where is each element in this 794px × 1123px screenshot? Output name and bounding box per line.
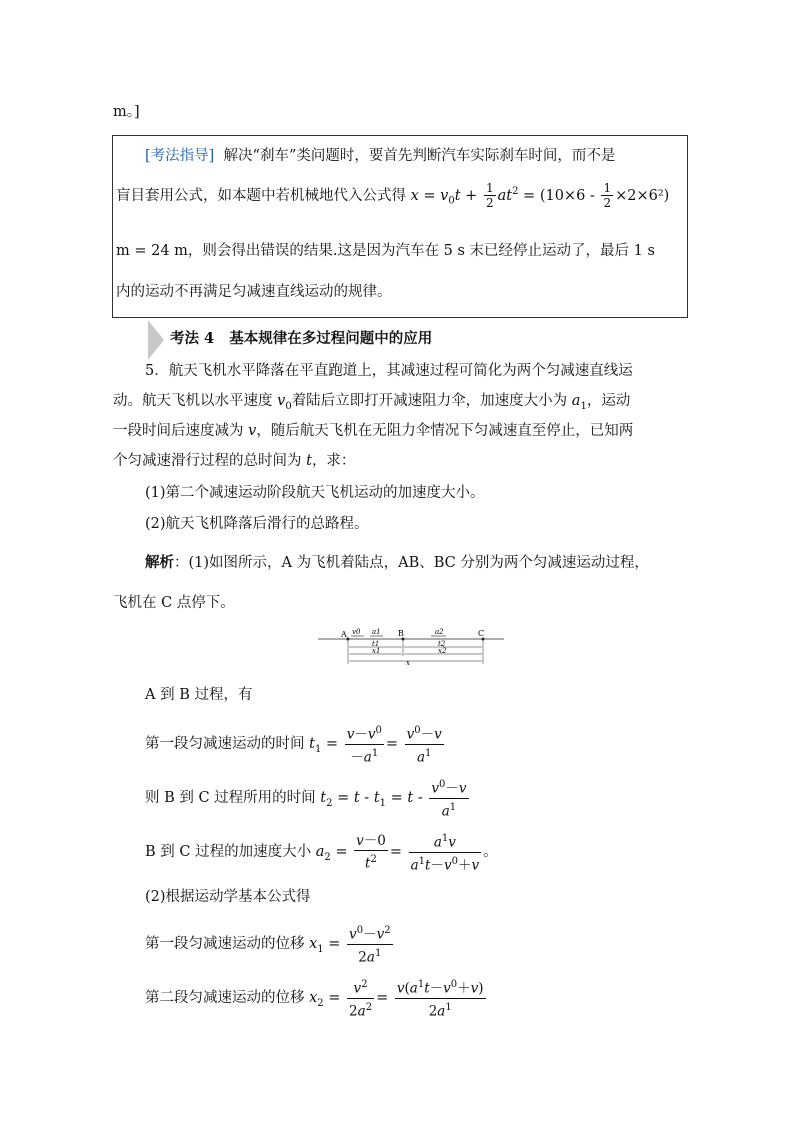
- question-1: (1)第二个减速运动阶段航天飞机运动的加速度大小。: [145, 485, 485, 501]
- problem-line-3: 一段时间后速度减为 v，随后航天飞机在无阻力伞情况下匀减速直至停止，已知两: [113, 423, 634, 439]
- top-fragment: m。]: [113, 104, 140, 120]
- tip-line-1: [考法指导] 解决“刹车”类问题时，要首先判断汽车实际刹车时间，而不是: [145, 148, 616, 164]
- formula-a2: B 到 C 过程的加速度大小 $a_2$ = $\frac{v-0}{t^2}$ = $\frac{a^1v}{a^1t-v^0+v}$ 。: [145, 830, 498, 874]
- tip-line-2: 盲目套用公式，如本题中若机械地代入公式得 $x = v_0t$ + $\frac{1}{2}$ $at^2 = (10\times 6$ - $\frac{1}{2}$ ×2×6²): [116, 181, 670, 211]
- x2-label: x2: [438, 647, 447, 655]
- motion-diagram: [318, 626, 504, 666]
- a1-label: a1: [372, 628, 381, 636]
- point-C-label: C: [478, 629, 485, 638]
- point-A-label: A: [341, 630, 347, 639]
- solution-ab: A 到 B 过程，有: [145, 687, 253, 703]
- section-arrow-icon: [148, 318, 168, 362]
- formula-t2: 则 B 到 C 过程所用的时间 $t_2 = t - t_1 = t$ - $\frac{v^0-v}{a^1}$: [145, 776, 471, 820]
- tip-line-4: 内的运动不再满足匀减速直线运动的规律。: [116, 284, 392, 300]
- x1-label: x1: [372, 647, 381, 655]
- tip-line-3: m = 24 m，则会得出错误的结果.这是因为汽车在 5 s 末已经停止运动了，最后 1 s: [116, 243, 655, 259]
- point-B-label: B: [398, 629, 404, 638]
- section-heading: 考法 4 基本规律在多过程问题中的应用: [170, 330, 433, 347]
- solution-line-1: 解析：(1)如图所示，A 为飞机着陆点，AB、BC 分别为两个匀减速运动过程，: [145, 554, 649, 571]
- problem-line-1: 5．航天飞机水平降落在平直跑道上，其减速过程可简化为两个匀减速直线运: [145, 363, 633, 379]
- formula-t1: 第一段匀减速运动的时间 $t_1$ = $\frac{v-v^0}{-a^1}$ = $\frac{v^0-v}{a^1}$: [145, 722, 446, 766]
- t2-label: t2: [438, 640, 446, 648]
- a2-label: a2: [435, 628, 444, 636]
- solution-part-2: (2)根据运动学基本公式得: [145, 889, 311, 905]
- solution-line-2: 飞机在 C 点停下。: [113, 595, 235, 611]
- method-tip-box: [112, 135, 688, 318]
- solution-label: 解析: [145, 554, 174, 571]
- x-label: x: [406, 659, 410, 666]
- formula-x2: 第二段匀减速运动的位移 $x_2$ = $\frac{v^2}{2a^2}$ = $\frac{v(a^1t-v^0+v)}{2a^1}$: [145, 976, 488, 1020]
- tip-tag: [考法指导]: [145, 148, 215, 164]
- v0-label: v0: [352, 628, 361, 636]
- t1-label: t1: [372, 640, 380, 648]
- problem-line-2: 动。航天飞机以水平速度 $v_0$着陆后立即打开减速阻力伞，加速度大小为 $a_1$，运动: [113, 393, 631, 412]
- problem-line-4: 个匀减速滑行过程的总时间为 t，求：: [113, 453, 356, 469]
- question-2: (2)航天飞机降落后滑行的总路程。: [145, 516, 369, 532]
- formula-x1: 第一段匀减速运动的位移 $x_1$ = $\frac{v^0-v^2}{2a^1}$: [145, 922, 395, 966]
